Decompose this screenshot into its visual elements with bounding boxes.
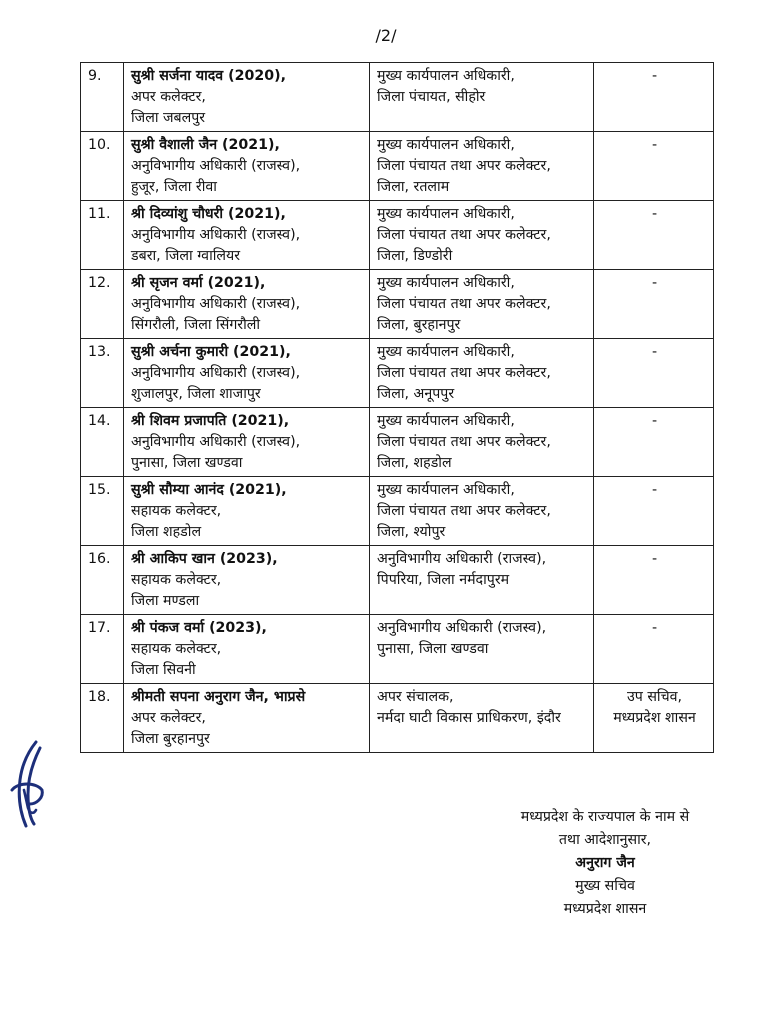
serial-number-cell	[81, 615, 124, 684]
serial-number: 18.	[88, 689, 111, 705]
new-posting-line: जिला पंचायत तथा अपर कलेक्टर,	[377, 503, 551, 519]
additional-charge-cell	[594, 546, 714, 615]
additional-charge-line: -	[651, 68, 658, 84]
current-posting-line: सहायक कलेक्टर,	[131, 572, 222, 588]
officer-cell	[124, 132, 370, 201]
new-posting-line: मुख्य कार्यपालन अधिकारी,	[377, 413, 515, 429]
additional-charge-cell	[594, 684, 714, 753]
additional-charge-cell	[594, 477, 714, 546]
table-row	[81, 615, 714, 684]
officer-cell	[124, 615, 370, 684]
current-posting-line: जिला शहडोल	[131, 524, 202, 540]
new-posting-line: नर्मदा घाटी विकास प्राधिकरण, इंदौर	[377, 710, 561, 726]
officer-name: श्री दिव्यांशु चौधरी (2021),	[131, 206, 286, 222]
table-row	[81, 63, 714, 132]
additional-charge-cell	[594, 201, 714, 270]
table-row	[81, 408, 714, 477]
new-posting-cell	[370, 408, 594, 477]
signature-line-1: मध्यप्रदेश के राज्यपाल के नाम से	[520, 809, 690, 825]
current-posting-line: अपर कलेक्टर,	[131, 710, 206, 726]
current-posting-line: अनुविभागीय अधिकारी (राजस्व),	[131, 227, 301, 243]
signatory-name: अनुराग जैन	[575, 855, 635, 871]
current-posting-line: अनुविभागीय अधिकारी (राजस्व),	[131, 365, 301, 381]
officer-name: सुश्री सर्जना यादव (2020),	[131, 68, 286, 84]
current-posting-line: सहायक कलेक्टर,	[131, 503, 222, 519]
current-posting-line: अपर कलेक्टर,	[131, 89, 206, 105]
table-row	[81, 684, 714, 753]
table-row	[81, 339, 714, 408]
additional-charge-line: -	[651, 413, 658, 429]
new-posting-line: मुख्य कार्यपालन अधिकारी,	[377, 275, 515, 291]
additional-charge-line: -	[651, 551, 658, 567]
handwritten-initials	[6, 738, 50, 830]
page-number: /2/	[375, 26, 397, 45]
serial-number-cell	[81, 270, 124, 339]
officer-name: श्री आकिप खान (2023),	[131, 551, 278, 567]
officer-cell	[124, 201, 370, 270]
new-posting-cell	[370, 546, 594, 615]
officer-name: सुश्री वैशाली जैन (2021),	[131, 137, 280, 153]
new-posting-line: जिला पंचायत तथा अपर कलेक्टर,	[377, 434, 551, 450]
serial-number: 16.	[88, 551, 111, 567]
new-posting-line: मुख्य कार्यपालन अधिकारी,	[377, 137, 515, 153]
new-posting-cell	[370, 477, 594, 546]
current-posting-line: हुजूर, जिला रीवा	[131, 179, 217, 195]
new-posting-line: जिला, डिण्डोरी	[377, 248, 453, 264]
officer-cell	[124, 63, 370, 132]
current-posting-line: डबरा, जिला ग्वालियर	[131, 248, 241, 264]
transfer-orders-table	[80, 62, 714, 753]
current-posting-line: जिला सिवनी	[131, 662, 196, 678]
table-row	[81, 477, 714, 546]
additional-charge-line: उप सचिव,	[626, 689, 683, 705]
serial-number-cell	[81, 546, 124, 615]
new-posting-line: मुख्य कार्यपालन अधिकारी,	[377, 482, 515, 498]
new-posting-line: अनुविभागीय अधिकारी (राजस्व),	[377, 620, 547, 636]
new-posting-cell	[370, 201, 594, 270]
current-posting-line: जिला मण्डला	[131, 593, 200, 609]
new-posting-cell	[370, 615, 594, 684]
additional-charge-cell	[594, 408, 714, 477]
serial-number: 10.	[88, 137, 111, 153]
table-row	[81, 201, 714, 270]
additional-charge-line: -	[651, 206, 658, 222]
officer-cell	[124, 477, 370, 546]
new-posting-line: जिला पंचायत, सीहोर	[377, 89, 486, 105]
serial-number-cell	[81, 339, 124, 408]
serial-number: 12.	[88, 275, 111, 291]
additional-charge-cell	[594, 615, 714, 684]
current-posting-line: जिला जबलपुर	[131, 110, 206, 126]
additional-charge-line: मध्यप्रदेश शासन	[613, 710, 696, 726]
table-row	[81, 132, 714, 201]
serial-number: 15.	[88, 482, 111, 498]
serial-number: 14.	[88, 413, 111, 429]
additional-charge-cell	[594, 132, 714, 201]
additional-charge-line: -	[651, 275, 658, 291]
new-posting-line: जिला, शहडोल	[377, 455, 452, 471]
signatory-designation: मुख्य सचिव	[575, 878, 635, 894]
signature-block	[470, 806, 740, 921]
new-posting-line: जिला पंचायत तथा अपर कलेक्टर,	[377, 365, 551, 381]
officer-cell	[124, 684, 370, 753]
additional-charge-cell	[594, 339, 714, 408]
new-posting-line: पुनासा, जिला खण्डवा	[377, 641, 489, 657]
new-posting-line: मुख्य कार्यपालन अधिकारी,	[377, 68, 515, 84]
officer-cell	[124, 408, 370, 477]
new-posting-line: जिला पंचायत तथा अपर कलेक्टर,	[377, 227, 551, 243]
new-posting-cell	[370, 132, 594, 201]
new-posting-line: पिपरिया, जिला नर्मदापुरम	[377, 572, 510, 588]
additional-charge-line: -	[651, 344, 658, 360]
additional-charge-line: -	[651, 137, 658, 153]
new-posting-cell	[370, 63, 594, 132]
new-posting-line: अनुविभागीय अधिकारी (राजस्व),	[377, 551, 547, 567]
additional-charge-cell	[594, 270, 714, 339]
officer-cell	[124, 270, 370, 339]
current-posting-line: अनुविभागीय अधिकारी (राजस्व),	[131, 434, 301, 450]
new-posting-line: जिला, रतलाम	[377, 179, 450, 195]
serial-number: 13.	[88, 344, 111, 360]
current-posting-line: पुनासा, जिला खण्डवा	[131, 455, 243, 471]
new-posting-line: मुख्य कार्यपालन अधिकारी,	[377, 344, 515, 360]
serial-number-cell	[81, 477, 124, 546]
new-posting-cell	[370, 270, 594, 339]
officer-cell	[124, 339, 370, 408]
new-posting-line: जिला, श्योपुर	[377, 524, 446, 540]
serial-number-cell	[81, 408, 124, 477]
officer-name: श्रीमती सपना अनुराग जैन, भाप्रसे	[131, 689, 306, 705]
table-row	[81, 546, 714, 615]
new-posting-line: जिला, अनूपपुर	[377, 386, 455, 402]
new-posting-line: जिला पंचायत तथा अपर कलेक्टर,	[377, 296, 551, 312]
serial-number-cell	[81, 684, 124, 753]
signature-line-2: तथा आदेशानुसार,	[558, 832, 652, 848]
signatory-office: मध्यप्रदेश शासन	[563, 901, 647, 917]
officer-name: सुश्री सौम्या आनंद (2021),	[131, 482, 287, 498]
additional-charge-line: -	[651, 482, 658, 498]
current-posting-line: जिला बुरहानपुर	[131, 731, 210, 747]
serial-number-cell	[81, 63, 124, 132]
new-posting-cell	[370, 339, 594, 408]
officer-name: श्री सृजन वर्मा (2021),	[131, 275, 266, 291]
serial-number: 9.	[88, 68, 102, 84]
new-posting-line: मुख्य कार्यपालन अधिकारी,	[377, 206, 515, 222]
officer-name: श्री पंकज वर्मा (2023),	[131, 620, 267, 636]
officer-name: सुश्री अर्चना कुमारी (2021),	[131, 344, 291, 360]
additional-charge-line: -	[651, 620, 658, 636]
new-posting-line: अपर संचालक,	[377, 689, 454, 705]
current-posting-line: सहायक कलेक्टर,	[131, 641, 222, 657]
current-posting-line: सिंगरौली, जिला सिंगरौली	[131, 317, 261, 333]
serial-number: 11.	[88, 206, 111, 222]
new-posting-line: जिला पंचायत तथा अपर कलेक्टर,	[377, 158, 551, 174]
current-posting-line: अनुविभागीय अधिकारी (राजस्व),	[131, 296, 301, 312]
officer-cell	[124, 546, 370, 615]
current-posting-line: अनुविभागीय अधिकारी (राजस्व),	[131, 158, 301, 174]
new-posting-cell	[370, 684, 594, 753]
table-row	[81, 270, 714, 339]
serial-number-cell	[81, 201, 124, 270]
current-posting-line: शुजालपुर, जिला शाजापुर	[131, 386, 261, 402]
new-posting-line: जिला, बुरहानपुर	[377, 317, 461, 333]
officer-name: श्री शिवम प्रजापति (2021),	[131, 413, 290, 429]
additional-charge-cell	[594, 63, 714, 132]
serial-number: 17.	[88, 620, 111, 636]
serial-number-cell	[81, 132, 124, 201]
